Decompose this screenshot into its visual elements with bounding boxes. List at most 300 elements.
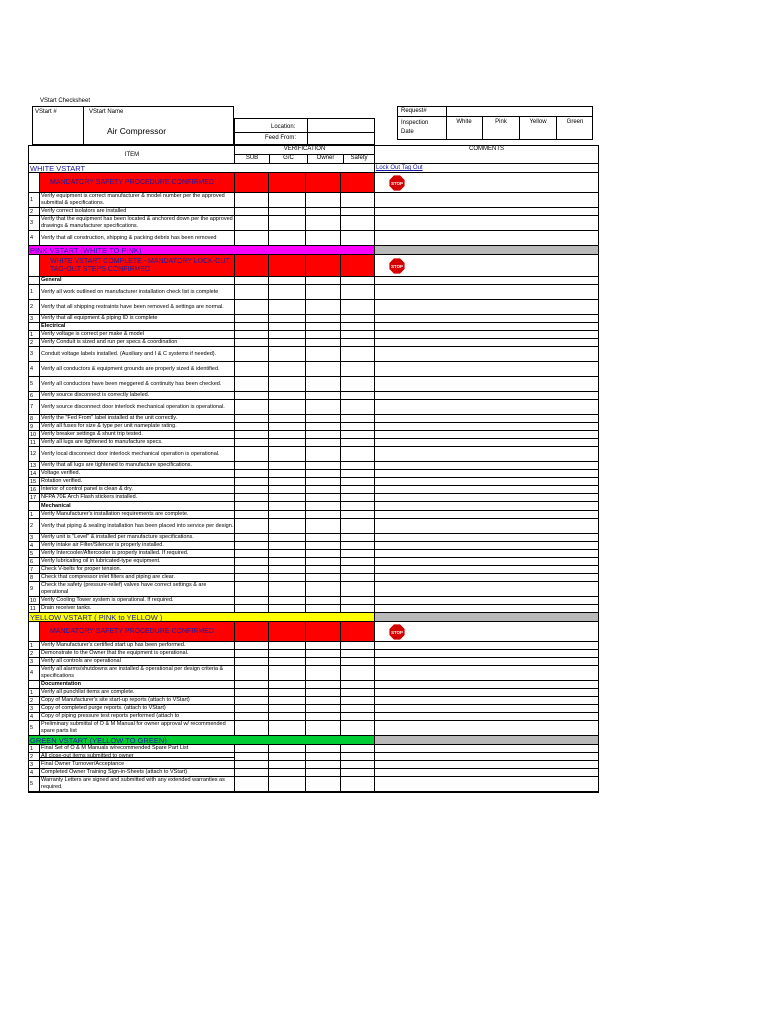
sub-cell[interactable] (235, 255, 269, 276)
comment-cell[interactable] (375, 447, 598, 461)
safety-cell[interactable] (341, 642, 375, 649)
owner-cell[interactable] (306, 642, 341, 649)
owner-cell[interactable] (306, 216, 341, 230)
sub-cell[interactable] (235, 605, 269, 612)
comment-cell[interactable] (375, 689, 598, 696)
safety-cell[interactable] (341, 193, 375, 207)
owner-cell[interactable] (306, 315, 341, 322)
sub-cell[interactable] (235, 423, 269, 430)
comment-cell[interactable] (375, 400, 598, 414)
comment-cell[interactable] (375, 658, 598, 665)
gc-cell[interactable] (269, 566, 306, 573)
safety-cell[interactable] (341, 347, 375, 361)
gc-cell[interactable] (269, 462, 306, 469)
safety-cell[interactable] (341, 277, 375, 284)
owner-cell[interactable] (306, 697, 341, 704)
comment-cell[interactable] (375, 519, 598, 533)
sub-cell[interactable] (235, 745, 269, 752)
sub-cell[interactable] (235, 666, 269, 680)
safety-cell[interactable] (341, 745, 375, 752)
sub-cell[interactable] (235, 713, 269, 720)
gc-cell[interactable] (269, 331, 306, 338)
comment-cell[interactable] (375, 208, 598, 215)
safety-cell[interactable] (341, 400, 375, 414)
owner-cell[interactable] (306, 331, 341, 338)
comment-cell[interactable] (375, 534, 598, 541)
sub-cell[interactable] (235, 347, 269, 361)
comment-cell[interactable] (375, 705, 598, 712)
safety-cell[interactable] (341, 519, 375, 533)
owner-cell[interactable] (306, 502, 341, 510)
sub-cell[interactable] (235, 431, 269, 438)
comment-cell[interactable] (375, 377, 598, 391)
sub-cell[interactable] (235, 362, 269, 376)
owner-cell[interactable] (306, 377, 341, 391)
sub-cell[interactable] (235, 777, 269, 791)
sub-cell[interactable] (235, 339, 269, 346)
safety-cell[interactable] (341, 431, 375, 438)
sub-cell[interactable] (235, 208, 269, 215)
comment-cell[interactable] (375, 566, 598, 573)
safety-cell[interactable] (341, 478, 375, 485)
item-description: Verify all controls are operational (40, 658, 235, 665)
safety-cell[interactable] (341, 753, 375, 760)
comment-cell[interactable] (375, 431, 598, 438)
safety-cell[interactable] (341, 415, 375, 422)
gc-cell[interactable] (269, 689, 306, 696)
comment-cell[interactable] (375, 666, 598, 680)
sub-cell[interactable] (235, 439, 269, 446)
gc-cell[interactable] (269, 697, 306, 704)
green-stage-label: Green (566, 119, 584, 125)
safety-cell[interactable] (341, 255, 375, 276)
sub-cell[interactable] (235, 173, 269, 192)
safety-cell[interactable] (341, 439, 375, 446)
comment-cell[interactable] (375, 362, 598, 376)
gc-cell[interactable] (269, 658, 306, 665)
checklist-item-row (29, 705, 598, 713)
gc-cell[interactable] (269, 362, 306, 376)
gc-cell[interactable] (269, 377, 306, 391)
gc-cell[interactable] (269, 439, 306, 446)
sub-cell[interactable] (235, 502, 269, 510)
comment-cell[interactable] (375, 642, 598, 649)
comment-cell[interactable] (375, 323, 598, 330)
sub-cell[interactable] (235, 550, 269, 557)
safety-cell[interactable] (341, 231, 375, 245)
owner-cell[interactable] (306, 550, 341, 557)
owner-cell[interactable] (306, 439, 341, 446)
owner-cell[interactable] (306, 761, 341, 768)
sub-cell[interactable] (235, 681, 269, 688)
gc-cell[interactable] (269, 315, 306, 322)
gc-cell[interactable] (269, 605, 306, 612)
comment-cell[interactable] (375, 542, 598, 549)
owner-cell[interactable] (306, 681, 341, 688)
sub-cell[interactable] (235, 761, 269, 768)
yellow-vstart-section-header (29, 613, 598, 622)
gc-cell[interactable] (269, 534, 306, 541)
checklist-item-row (29, 400, 598, 415)
safety-cell[interactable] (341, 447, 375, 461)
safety-cell[interactable] (341, 323, 375, 330)
comment-cell[interactable] (375, 216, 598, 230)
safety-cell[interactable] (341, 769, 375, 776)
gc-cell[interactable] (269, 208, 306, 215)
item-number: 2 (29, 300, 40, 314)
gc-cell[interactable] (269, 622, 306, 641)
owner-cell[interactable] (306, 745, 341, 752)
safety-cell[interactable] (341, 761, 375, 768)
sub-cell[interactable] (235, 697, 269, 704)
equipment-name[interactable]: Air Compressor (107, 126, 167, 136)
safety-cell[interactable] (341, 566, 375, 573)
gc-cell[interactable] (269, 511, 306, 518)
section-title: PINK VSTART (WHITE TO PINK) (29, 246, 375, 254)
safety-cell[interactable] (341, 582, 375, 596)
comment-cell[interactable] (375, 300, 598, 314)
comment-cell[interactable] (375, 173, 598, 192)
owner-cell[interactable] (306, 392, 341, 399)
safety-cell[interactable] (341, 470, 375, 477)
safety-cell[interactable] (341, 339, 375, 346)
safety-cell[interactable] (341, 574, 375, 581)
owner-cell[interactable] (306, 277, 341, 284)
safety-cell[interactable] (341, 658, 375, 665)
gc-cell[interactable] (269, 713, 306, 720)
safety-cell[interactable] (341, 650, 375, 657)
gc-cell[interactable] (269, 542, 306, 549)
comment-cell[interactable] (375, 582, 598, 596)
owner-cell[interactable] (306, 400, 341, 414)
gc-cell[interactable] (269, 486, 306, 493)
comment-cell[interactable] (375, 761, 598, 768)
owner-cell[interactable] (306, 431, 341, 438)
gc-cell[interactable] (269, 582, 306, 596)
comment-cell[interactable] (375, 439, 598, 446)
comment-cell[interactable] (375, 339, 598, 346)
sub-cell[interactable] (235, 582, 269, 596)
owner-cell[interactable] (306, 777, 341, 791)
sub-cell[interactable] (235, 331, 269, 338)
safety-cell[interactable] (341, 377, 375, 391)
sub-cell[interactable] (235, 642, 269, 649)
sub-cell[interactable] (235, 622, 269, 641)
owner-cell[interactable] (306, 622, 341, 641)
owner-cell[interactable] (306, 208, 341, 215)
safety-cell[interactable] (341, 542, 375, 549)
gc-cell[interactable] (269, 415, 306, 422)
gc-cell[interactable] (269, 745, 306, 752)
section-comment-cell (375, 246, 598, 254)
gc-cell[interactable] (269, 550, 306, 557)
sub-cell[interactable] (235, 285, 269, 299)
gc-cell[interactable] (269, 777, 306, 791)
safety-cell[interactable] (341, 392, 375, 399)
gc-cell[interactable] (269, 705, 306, 712)
owner-cell[interactable] (306, 323, 341, 330)
sub-cell[interactable] (235, 462, 269, 469)
gc-cell[interactable] (269, 681, 306, 688)
gc-cell[interactable] (269, 347, 306, 361)
safety-cell[interactable] (341, 362, 375, 376)
owner-cell[interactable] (306, 193, 341, 207)
safety-cell[interactable] (341, 689, 375, 696)
owner-cell[interactable] (306, 753, 341, 760)
owner-cell[interactable] (306, 566, 341, 573)
comment-cell[interactable] (375, 347, 598, 361)
sub-cell[interactable] (235, 231, 269, 245)
safety-cell[interactable] (341, 681, 375, 688)
comment-cell[interactable] (375, 502, 598, 510)
comment-cell[interactable] (375, 753, 598, 760)
gc-cell[interactable] (269, 392, 306, 399)
sub-cell[interactable] (235, 377, 269, 391)
safety-cell[interactable] (341, 605, 375, 612)
safety-cell[interactable] (341, 300, 375, 314)
comment-cell[interactable] (375, 550, 598, 557)
comment-cell[interactable] (375, 478, 598, 485)
gc-cell[interactable] (269, 255, 306, 276)
owner-cell[interactable] (306, 605, 341, 612)
owner-cell[interactable] (306, 658, 341, 665)
sub-cell[interactable] (235, 566, 269, 573)
comment-cell[interactable] (375, 193, 598, 207)
gc-cell[interactable] (269, 277, 306, 284)
gc-cell[interactable] (269, 574, 306, 581)
gc-cell[interactable] (269, 470, 306, 477)
comment-cell[interactable] (375, 277, 598, 284)
owner-cell[interactable] (306, 362, 341, 376)
sub-cell[interactable] (235, 511, 269, 518)
comment-cell[interactable] (375, 622, 598, 641)
comment-cell[interactable] (375, 558, 598, 565)
sub-cell[interactable] (235, 494, 269, 501)
owner-cell[interactable] (306, 511, 341, 518)
comment-cell[interactable] (375, 713, 598, 720)
safety-cell[interactable] (341, 622, 375, 641)
sub-cell[interactable] (235, 315, 269, 322)
safety-cell[interactable] (341, 597, 375, 604)
safety-cell[interactable] (341, 173, 375, 192)
sub-cell[interactable] (235, 558, 269, 565)
owner-cell[interactable] (306, 339, 341, 346)
sub-cell[interactable] (235, 650, 269, 657)
item-number: 1 (29, 193, 40, 207)
owner-cell[interactable] (306, 486, 341, 493)
sub-cell[interactable] (235, 392, 269, 399)
owner-cell[interactable] (306, 666, 341, 680)
gc-cell[interactable] (269, 285, 306, 299)
owner-cell[interactable] (306, 415, 341, 422)
comment-cell[interactable] (375, 392, 598, 399)
comment-cell[interactable] (375, 745, 598, 752)
safety-cell[interactable] (341, 502, 375, 510)
safety-cell[interactable] (341, 534, 375, 541)
safety-cell[interactable] (341, 705, 375, 712)
item-description: Verify all conductors & equipment grounds are properly sized & identified. (40, 362, 235, 376)
comment-cell[interactable] (375, 415, 598, 422)
item-description: Verify all punchlist items are complete. (40, 689, 235, 696)
owner-cell[interactable] (306, 255, 341, 276)
safety-cell[interactable] (341, 697, 375, 704)
comment-cell[interactable] (375, 494, 598, 501)
gc-cell[interactable] (269, 650, 306, 657)
item-number: 5 (29, 377, 40, 391)
sub-cell[interactable] (235, 721, 269, 735)
safety-cell[interactable] (341, 558, 375, 565)
checklist-item-row (29, 486, 598, 494)
gc-cell[interactable] (269, 666, 306, 680)
item-number: 5 (29, 721, 40, 735)
comment-cell[interactable] (375, 315, 598, 322)
owner-cell[interactable] (306, 542, 341, 549)
gc-cell[interactable] (269, 339, 306, 346)
owner-cell[interactable] (306, 582, 341, 596)
owner-cell[interactable] (306, 300, 341, 314)
owner-cell[interactable] (306, 478, 341, 485)
gc-cell[interactable] (269, 597, 306, 604)
sub-cell[interactable] (235, 277, 269, 284)
gc-cell[interactable] (269, 478, 306, 485)
safety-cell[interactable] (341, 208, 375, 215)
owner-cell[interactable] (306, 347, 341, 361)
safety-cell[interactable] (341, 511, 375, 518)
sub-cell[interactable] (235, 542, 269, 549)
comment-cell[interactable] (375, 721, 598, 735)
comment-cell[interactable] (375, 574, 598, 581)
comment-cell[interactable] (375, 650, 598, 657)
owner-cell[interactable] (306, 769, 341, 776)
safety-cell[interactable] (341, 315, 375, 322)
gc-cell[interactable] (269, 431, 306, 438)
safety-cell[interactable] (341, 285, 375, 299)
gc-cell[interactable] (269, 753, 306, 760)
sub-cell[interactable] (235, 689, 269, 696)
owner-cell[interactable] (306, 470, 341, 477)
sub-cell[interactable] (235, 447, 269, 461)
sub-cell[interactable] (235, 193, 269, 207)
sub-cell[interactable] (235, 769, 269, 776)
comment-cell[interactable] (375, 681, 598, 688)
owner-cell[interactable] (306, 285, 341, 299)
safety-cell[interactable] (341, 494, 375, 501)
comment-cell[interactable] (375, 462, 598, 469)
gc-cell[interactable] (269, 173, 306, 192)
comment-cell[interactable] (375, 470, 598, 477)
owner-cell[interactable] (306, 597, 341, 604)
comment-cell[interactable] (375, 769, 598, 776)
gc-cell[interactable] (269, 400, 306, 414)
sub-cell[interactable] (235, 658, 269, 665)
comment-cell[interactable] (375, 597, 598, 604)
comment-cell[interactable] (375, 511, 598, 518)
safety-cell[interactable] (341, 462, 375, 469)
safety-cell[interactable] (341, 486, 375, 493)
owner-cell[interactable] (306, 721, 341, 735)
owner-cell[interactable] (306, 494, 341, 501)
item-number: 1 (29, 285, 40, 299)
owner-cell[interactable] (306, 534, 341, 541)
owner-cell[interactable] (306, 574, 341, 581)
safety-cell[interactable] (341, 713, 375, 720)
item-number: 12 (29, 447, 40, 461)
gc-cell[interactable] (269, 323, 306, 330)
sub-cell[interactable] (235, 300, 269, 314)
gc-cell[interactable] (269, 300, 306, 314)
gc-cell[interactable] (269, 502, 306, 510)
sub-cell[interactable] (235, 534, 269, 541)
sub-cell[interactable] (235, 486, 269, 493)
owner-cell[interactable] (306, 705, 341, 712)
gc-cell[interactable] (269, 423, 306, 430)
gc-cell[interactable] (269, 216, 306, 230)
safety-cell[interactable] (341, 777, 375, 791)
safety-cell[interactable] (341, 331, 375, 338)
owner-cell[interactable] (306, 462, 341, 469)
safety-cell[interactable] (341, 550, 375, 557)
safety-cell[interactable] (341, 666, 375, 680)
comment-cell[interactable] (375, 285, 598, 299)
safety-cell[interactable] (341, 216, 375, 230)
gc-cell[interactable] (269, 447, 306, 461)
owner-cell[interactable] (306, 689, 341, 696)
gc-cell[interactable] (269, 558, 306, 565)
sub-cell[interactable] (235, 323, 269, 330)
comment-cell[interactable] (375, 486, 598, 493)
sub-cell[interactable] (235, 478, 269, 485)
owner-cell[interactable] (306, 558, 341, 565)
comment-cell[interactable] (375, 697, 598, 704)
owner-cell[interactable] (306, 423, 341, 430)
gc-cell[interactable] (269, 642, 306, 649)
subsection-title: Documentation (40, 681, 235, 688)
gc-cell[interactable] (269, 519, 306, 533)
safety-cell[interactable] (341, 721, 375, 735)
sub-cell[interactable] (235, 519, 269, 533)
comment-cell[interactable] (375, 605, 598, 612)
gc-cell[interactable] (269, 721, 306, 735)
sub-cell[interactable] (235, 216, 269, 230)
comment-cell[interactable] (375, 777, 598, 791)
sub-cell[interactable] (235, 597, 269, 604)
gc-cell[interactable] (269, 761, 306, 768)
owner-cell[interactable] (306, 231, 341, 245)
owner-cell[interactable] (306, 447, 341, 461)
comment-cell[interactable] (375, 423, 598, 430)
sub-cell[interactable] (235, 415, 269, 422)
comment-cell[interactable] (375, 331, 598, 338)
item-number: 4 (29, 666, 40, 680)
sub-cell[interactable] (235, 400, 269, 414)
gc-cell[interactable] (269, 231, 306, 245)
owner-cell[interactable] (306, 173, 341, 192)
comment-cell[interactable] (375, 255, 598, 276)
safety-cell[interactable] (341, 423, 375, 430)
owner-cell[interactable] (306, 519, 341, 533)
owner-cell[interactable] (306, 650, 341, 657)
comment-cell[interactable] (375, 231, 598, 245)
sub-cell[interactable] (235, 753, 269, 760)
gc-cell[interactable] (269, 193, 306, 207)
sub-cell[interactable] (235, 470, 269, 477)
lockout-tagout-link[interactable]: Lock Out Tag Out (376, 165, 423, 171)
sub-cell[interactable] (235, 574, 269, 581)
owner-cell[interactable] (306, 713, 341, 720)
gc-cell[interactable] (269, 769, 306, 776)
gc-cell[interactable] (269, 494, 306, 501)
sub-cell[interactable] (235, 705, 269, 712)
